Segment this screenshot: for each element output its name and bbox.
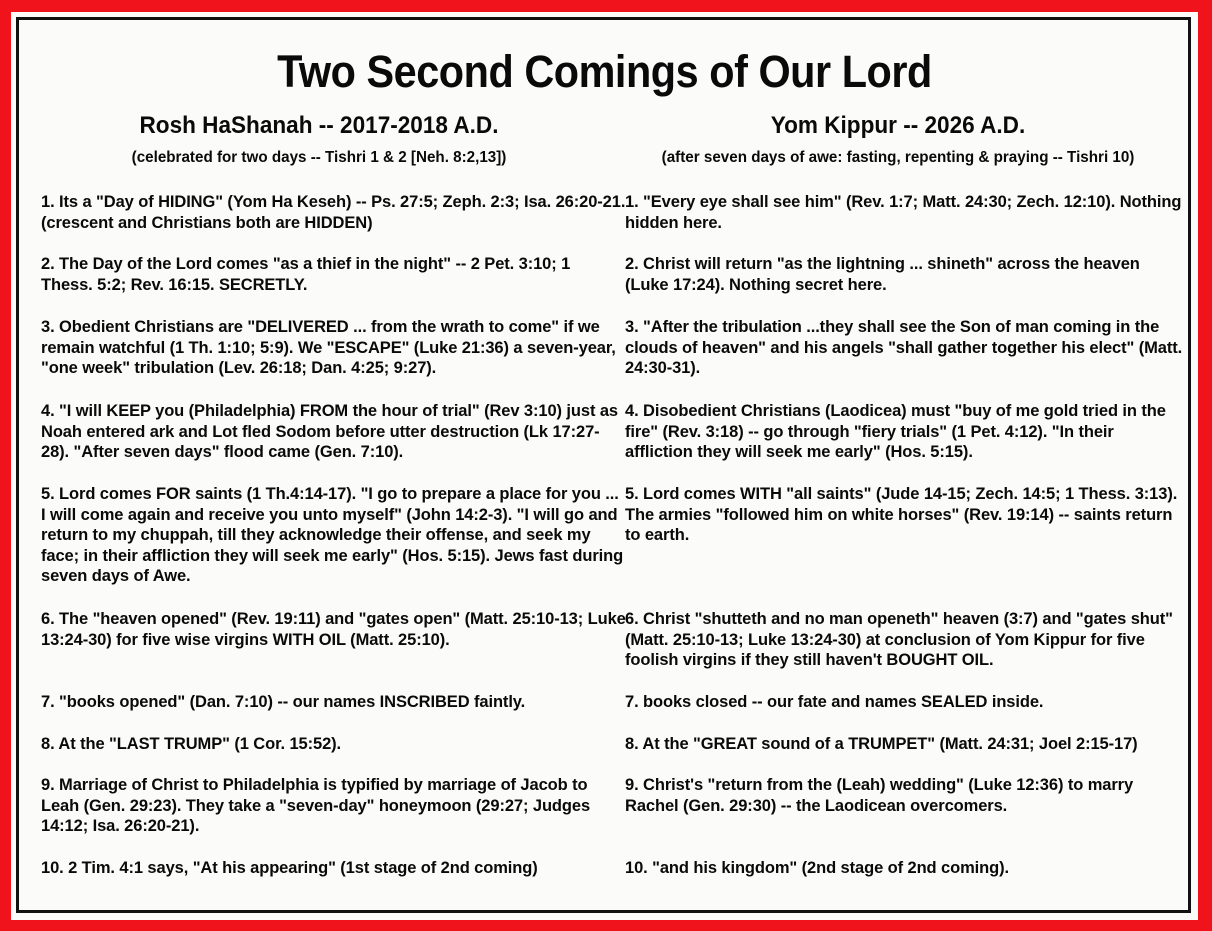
left-column-heading: Rosh HaShanah -- 2017-2018 A.D. bbox=[139, 112, 499, 139]
left-item-10: 10. 2 Tim. 4:1 says, "At his appearing" (1st stage of 2nd coming) bbox=[41, 859, 538, 877]
left-item-1: 1. Its a "Day of HIDING" (Yom Ha Keseh) -- Ps. 27:5; Zeph. 2:3; Isa. 26:20-21. (crescent and Christians both are HIDDEN) bbox=[41, 193, 626, 232]
document-frame bbox=[11, 12, 1198, 920]
rosh-hashanah-column bbox=[25, 112, 626, 877]
right-column-subheading: (after seven days of awe: fasting, repenting & praying -- Tishri 10) bbox=[661, 149, 1135, 166]
left-item-5: 5. Lord comes FOR saints (1 Th.4:14-17). "I go to prepare a place for you ... I will come again and receive you unto myself" (John 14:2-3). "I will go and return to my chuppah, till they acknowledge their offense, and seek my face; in their affliction they will seek me early" (Hos. 5:15). Jews fast during seven days of Awe. bbox=[41, 485, 624, 585]
page-title: Two Second Comings of Our Lord bbox=[277, 46, 932, 97]
left-item-3: 3. Obedient Christians are "DELIVERED ... from the wrath to come" if we remain watchful (1 Th. 1:10; 5:9). We "ESCAPE" (Luke 21:36) a seven-year, "one week" tribulation (Lev. 26:18; Dan. 4:25; 9:27). bbox=[41, 318, 616, 377]
yom-kippur-column bbox=[613, 112, 1183, 877]
right-item-1: 1. "Every eye shall see him" (Rev. 1:7; Matt. 24:30; Zech. 12:10). Nothing hidden here. bbox=[625, 193, 1182, 232]
right-item-2: 2. Christ will return "as the lightning ... shineth" across the heaven (Luke 17:24). Nothing secret here. bbox=[625, 255, 1140, 294]
right-item-9: 9. Christ's "return from the (Leah) wedding" (Luke 12:36) to marry Rachel (Gen. 29:30) -- the Laodicean overcomers. bbox=[625, 776, 1134, 815]
left-item-8: 8. At the "LAST TRUMP" (1 Cor. 15:52). bbox=[41, 735, 342, 753]
left-item-9: 9. Marriage of Christ to Philadelphia is typified by marriage of Jacob to Leah (Gen. 29:23). They take a "seven-day" honeymoon (29:27; Judges 14:12; Isa. 26:20-21). bbox=[41, 776, 591, 835]
right-item-5: 5. Lord comes WITH "all saints" (Jude 14-15; Zech. 14:5; 1 Thess. 3:13). The armies "followed him on white horses" (Rev. 19:14) -- saints return to earth. bbox=[625, 485, 1178, 544]
right-item-3: 3. "After the tribulation ...they shall see the Son of man coming in the clouds of heaven" and his angels "shall gather together his elect" (Matt. 24:30-31). bbox=[625, 318, 1183, 377]
left-column-subheading: (celebrated for two days -- Tishri 1 & 2 [Neh. 8:2,13]) bbox=[131, 149, 507, 166]
left-item-7: 7. "books opened" (Dan. 7:10) -- our names INSCRIBED faintly. bbox=[41, 693, 526, 711]
right-item-8: 8. At the "GREAT sound of a TRUMPET" (Matt. 24:31; Joel 2:15-17) bbox=[625, 735, 1138, 753]
left-item-6: 6. The "heaven opened" (Rev. 19:11) and "gates open" (Matt. 25:10-13; Luke 13:24-30) for five wise virgins WITH OIL (Matt. 25:10). bbox=[41, 610, 626, 649]
left-item-2: 2. The Day of the Lord comes "as a thief in the night" -- 2 Pet. 3:10; 1 Thess. 5:2; Rev. 16:15. SECRETLY. bbox=[41, 255, 571, 294]
right-item-10: 10. "and his kingdom" (2nd stage of 2nd coming). bbox=[625, 859, 1009, 877]
right-item-7: 7. books closed -- our fate and names SEALED inside. bbox=[625, 693, 1044, 711]
right-column-heading: Yom Kippur -- 2026 A.D. bbox=[770, 112, 1026, 139]
right-item-6: 6. Christ "shutteth and no man openeth" heaven (3:7) and "gates shut" (Matt. 25:10-13; Luke 13:24-30) at conclusion of Yom Kippur for five foolish virgins if they still haven't BOUGHT OIL. bbox=[625, 610, 1173, 669]
left-item-4: 4. "I will KEEP you (Philadelphia) FROM the hour of trial" (Rev 3:10) just as Noah entered ark and Lot fled Sodom before utter destruction (Lk 17:27-28). "After seven days" flood came (Gen. 7:10). bbox=[41, 402, 618, 461]
right-item-4: 4. Disobedient Christians (Laodicea) must "buy of me gold tried in the fire" (Rev. 3:18) -- go through "fiery trials" (1 Pet. 4:12). "In their affliction they will seek me early" (Hos. 5:15). bbox=[625, 402, 1166, 461]
